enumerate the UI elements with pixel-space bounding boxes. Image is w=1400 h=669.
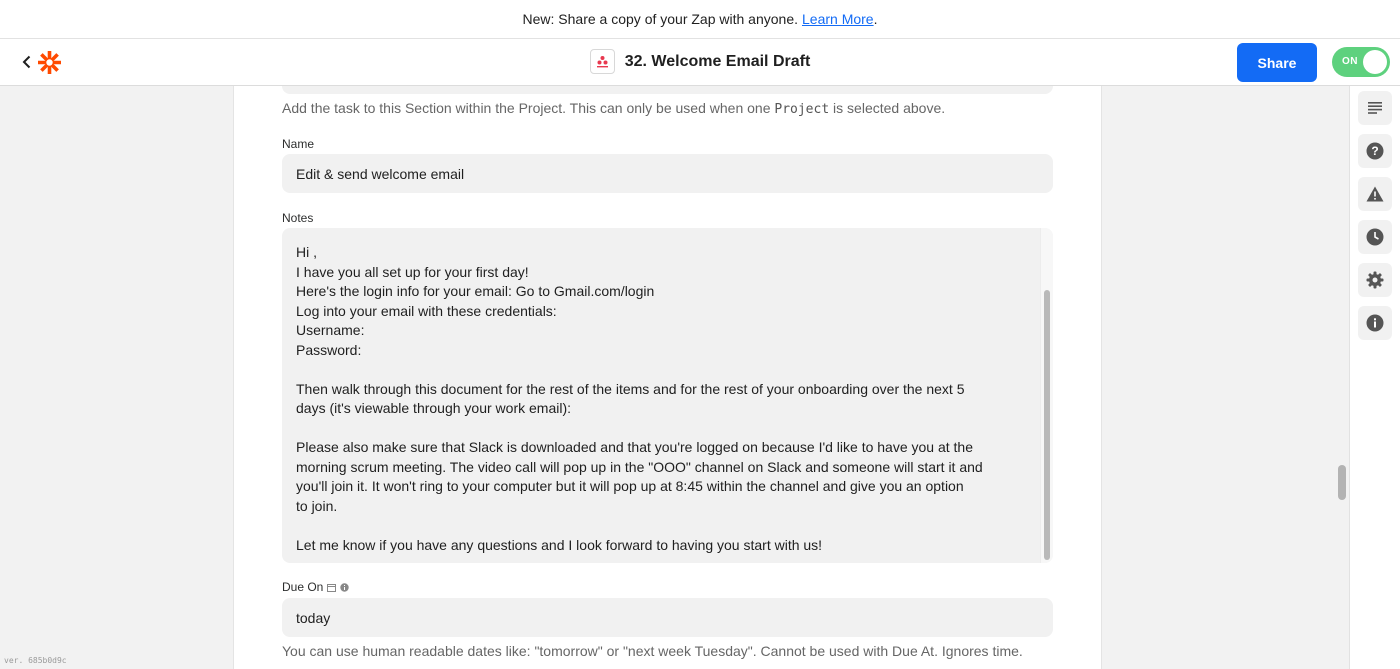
zap-on-toggle[interactable] — [1332, 47, 1390, 77]
help-icon — [1366, 142, 1384, 160]
notes-line: Log into your email with these credentials: — [296, 302, 557, 319]
announcement-bar — [0, 0, 1400, 39]
due-on-field[interactable] — [282, 598, 1053, 637]
notes-line — [296, 516, 1036, 536]
notes-line: you'll join it. It won't ring to your computer but it will pop up at 8:45 within the channel and give you an option — [296, 478, 964, 494]
help-button[interactable] — [1358, 134, 1392, 168]
notes-line: to join. — [296, 497, 338, 514]
notes-line: Hi , — [296, 244, 317, 260]
outline-icon — [1368, 102, 1382, 114]
notes-label-text: Notes — [282, 211, 314, 225]
name-label-text: Name — [282, 137, 315, 151]
section-help-prefix: Add the task to this Section within the Project. This can only be used when one — [282, 100, 775, 116]
announcement-text: New: Share a copy of your Zap with anyone. — [522, 11, 798, 27]
announcement-suffix: . — [873, 11, 878, 27]
notes-label — [282, 211, 313, 225]
name-field[interactable] — [282, 154, 1053, 193]
name-field-value: Edit & send welcome email — [296, 165, 465, 182]
notes-line: Here's the login info for your email: Go to Gmail.com/login — [296, 283, 655, 299]
outline-button[interactable] — [1358, 91, 1392, 125]
name-label — [282, 137, 314, 151]
svg-text:?: ? — [1371, 144, 1379, 159]
warning-button[interactable] — [1358, 177, 1392, 211]
right-sidebar — [1349, 86, 1400, 669]
info-small-icon[interactable] — [340, 583, 349, 592]
due-on-field-value: today — [296, 609, 331, 626]
date-type-icon — [327, 583, 336, 592]
due-on-label — [282, 580, 349, 594]
section-help-suffix: is selected above. — [829, 100, 946, 116]
settings-icon — [1366, 271, 1384, 289]
notes-line: Let me know if you have any questions and I look forward to having you start with us! — [296, 536, 823, 553]
zap-title-group — [0, 49, 1400, 74]
info-button[interactable] — [1358, 306, 1392, 340]
step-editor-panel — [233, 86, 1102, 669]
notes-line: Please also make sure that Slack is downloaded and that you're logged on because I'd like to have you at the — [296, 439, 974, 455]
notes-line: Username: — [296, 322, 365, 338]
history-icon — [1366, 228, 1384, 246]
editor-header — [0, 39, 1400, 86]
due-on-help-text: You can use human readable dates like: "tomorrow" or "next week Tuesday". Cannot be used with Due At. Ignores time. — [282, 643, 1023, 659]
info-icon — [1366, 314, 1384, 332]
toggle-label: ON — [1342, 56, 1358, 67]
notes-scrollbar[interactable] — [1040, 228, 1053, 563]
section-help-text — [282, 100, 945, 117]
share-button[interactable]: Share — [1237, 43, 1317, 82]
due-on-label-text: Due On — [282, 580, 324, 594]
notes-field[interactable] — [282, 228, 1053, 563]
toggle-knob — [1363, 50, 1387, 74]
notes-line: morning scrum meeting. The video call will pop up in the "OOO" channel on Slack and someone will start it and — [296, 458, 983, 475]
notes-line — [296, 360, 1036, 380]
section-field[interactable] — [282, 86, 1053, 94]
notes-scrollbar-thumb[interactable] — [1044, 290, 1050, 560]
notes-line: days (it's viewable through your work email): — [296, 400, 572, 416]
zap-title[interactable]: 32. Welcome Email Draft — [624, 52, 811, 70]
notes-line: Password: — [296, 341, 362, 358]
version-label: ver. 685b0d9c — [4, 656, 67, 665]
section-help-code: Project — [774, 102, 830, 117]
learn-more-link[interactable]: Learn More — [802, 11, 874, 27]
notes-field-value — [296, 243, 1036, 555]
asana-app-icon — [590, 49, 615, 74]
history-button[interactable] — [1358, 220, 1392, 254]
notes-line — [296, 419, 1036, 439]
notes-line: Then walk through this document for the rest of the items and for the rest of your onboarding over the next 5 — [296, 380, 965, 397]
notes-line: I have you all set up for your first day! — [296, 263, 529, 280]
page-scrollbar-thumb[interactable] — [1338, 465, 1346, 500]
warning-icon — [1366, 186, 1384, 202]
settings-button[interactable] — [1358, 263, 1392, 297]
